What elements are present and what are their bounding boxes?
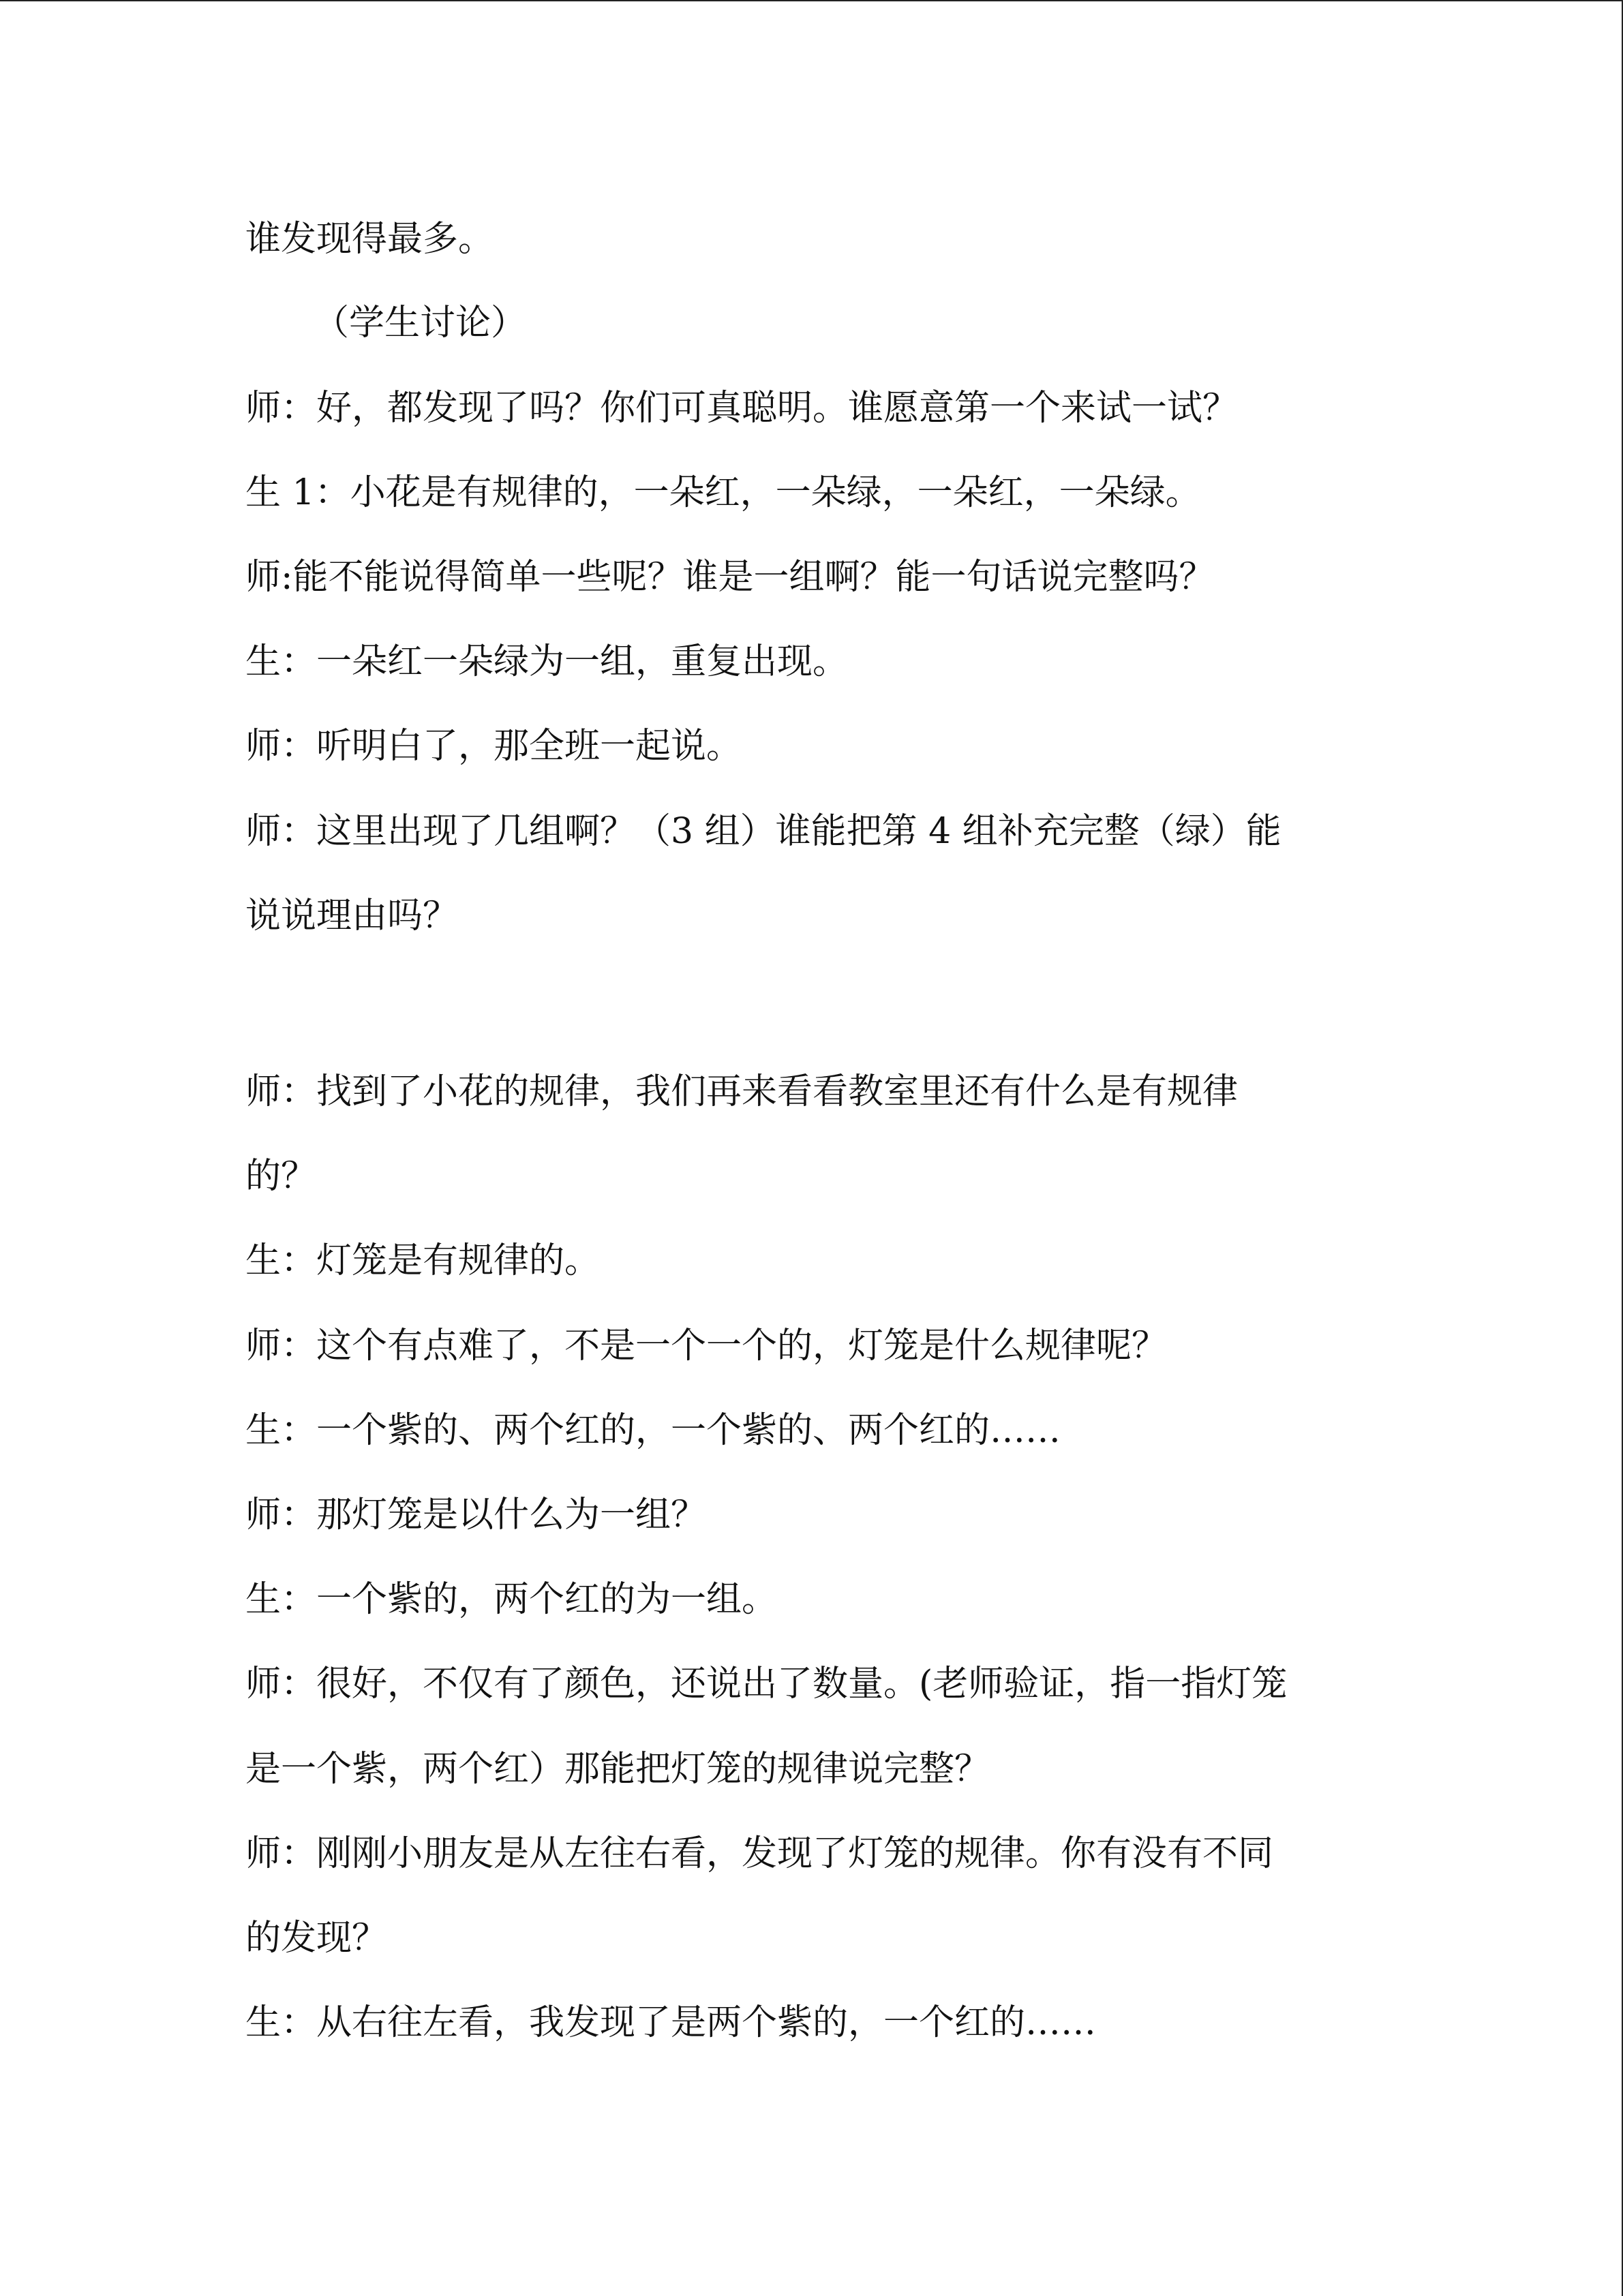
text-line: 生：从右往左看，我发现了是两个紫的，一个红的…… xyxy=(245,2002,1097,2043)
text-line: 师：这里出现了几组啊？（3 组）谁能把第 4 组补充完整（绿）能 xyxy=(245,811,1281,852)
text-line: 生：一个紫的，两个红的为一组。 xyxy=(245,1579,778,1620)
text-line: 师：好，都发现了吗？你们可真聪明。谁愿意第一个来试一试？ xyxy=(245,388,1239,429)
text-line: 师：找到了小花的规律，我们再来看看教室里还有什么是有规律 xyxy=(245,1071,1239,1112)
text-line: 师：这个有点难了，不是一个一个的，灯笼是什么规律呢？ xyxy=(245,1326,1168,1366)
text-line: 师：听明白了，那全班一起说。 xyxy=(245,726,742,767)
text-line: 生 1：小花是有规律的，一朵红，一朵绿，一朵红，一朵绿。 xyxy=(245,472,1201,513)
text-line: 生：一朵红一朵绿为一组，重复出现。 xyxy=(245,641,849,682)
text-line: 生：一个紫的、两个红的，一个紫的、两个红的…… xyxy=(245,1410,1061,1451)
text-line: 的发现？ xyxy=(245,1918,388,1959)
text-line: 师：刚刚小朋友是从左往右看，发现了灯笼的规律。你有没有不同 xyxy=(245,1833,1274,1874)
text-line: 师：很好，不仅有了颜色，还说出了数量。(老师验证，指一指灯笼 xyxy=(245,1664,1288,1704)
text-line: 师：那灯笼是以什么为一组？ xyxy=(245,1495,707,1535)
text-line: 的？ xyxy=(245,1156,317,1197)
text-line: 谁发现得最多。 xyxy=(245,219,494,260)
text-line: 师:能不能说得简单一些呢？谁是一组啊？能一句话说完整吗？ xyxy=(245,557,1215,598)
text-line: 是一个紫，两个红）那能把灯笼的规律说完整？ xyxy=(245,1749,990,1790)
text-line: 说说理由吗？ xyxy=(245,896,459,936)
text-line: 生：灯笼是有规律的。 xyxy=(245,1240,601,1281)
text-line: （学生讨论） xyxy=(314,303,527,343)
